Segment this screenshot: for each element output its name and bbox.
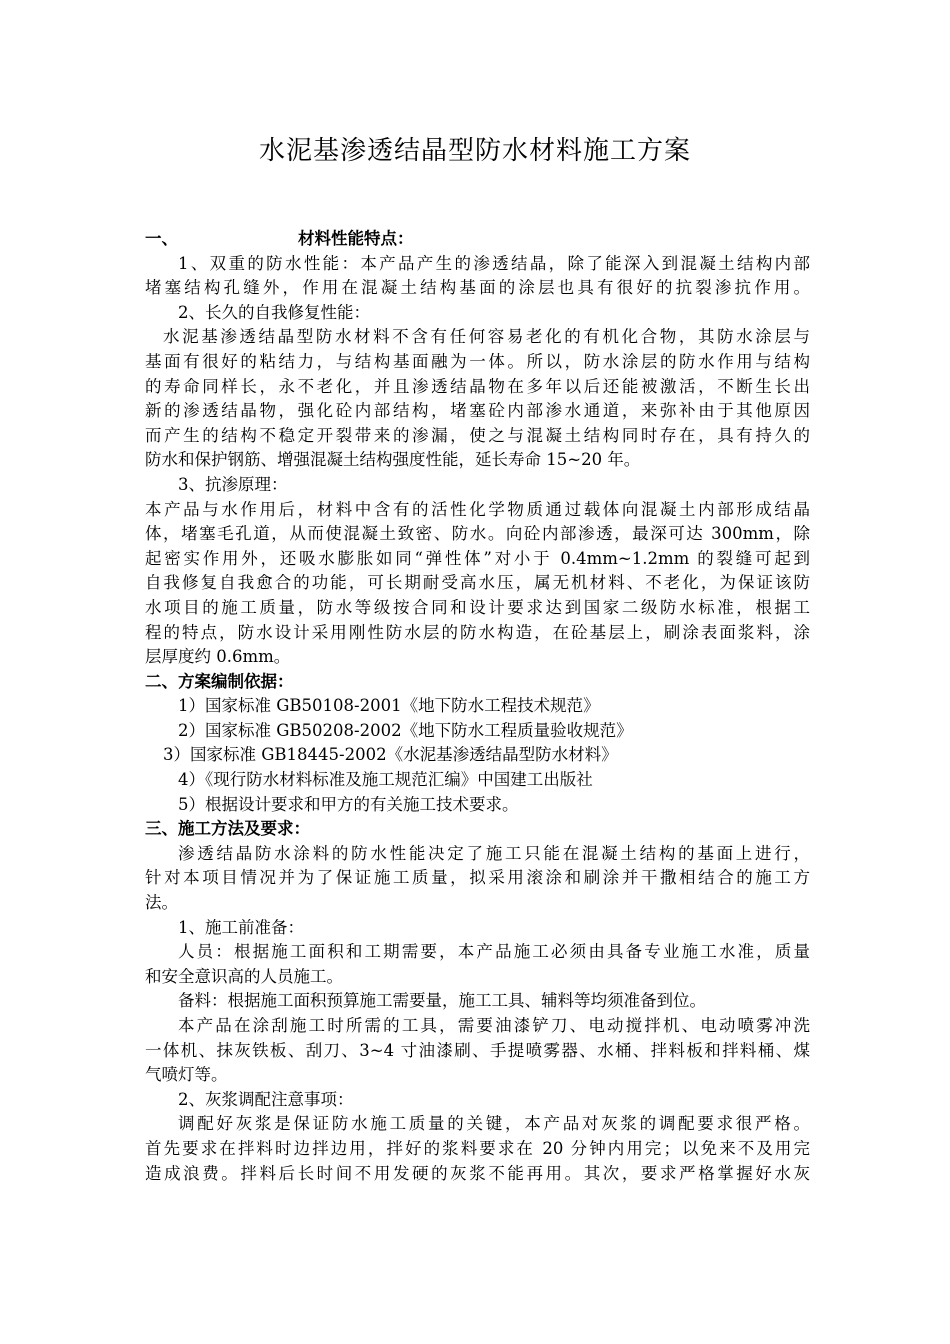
paragraph-line: 程的特点，防水设计采用刚性防水层的防水构造，在砼基层上，刷涂表面浆料，涂 [145,622,810,642]
paragraph-line: 水项目的施工质量，防水等级按合同和设计要求达到国家二级防水标准，根据工 [145,597,810,617]
paragraph-line: 首先要求在拌料时边拌边用，拌好的浆料要求在 20 分钟内用完；以免来不及用完 [145,1138,810,1158]
section-2-heading: 二、方案编制依据： [145,671,294,691]
subheading: 2、长久的自我修复性能： [178,302,370,322]
paragraph-line: 本产品与水作用后，材料中含有的活性化学物质通过载体向混凝土内部形成结晶 [145,499,810,519]
paragraph-line: 人员：根据施工面积和工期需要，本产品施工必须由具备专业施工水准，质量 [178,942,810,962]
paragraph-line: 和安全意识高的人员施工。 [145,966,343,986]
paragraph-line: 体，堵塞毛孔道，从而使混凝土致密、防水。向砼内部渗透，最深可达 300mm，除 [145,524,810,544]
section-1-number: 一、 [145,229,178,248]
section-1-heading [145,227,810,252]
section-1-title: 材料性能特点： [298,229,414,248]
paragraph-line: 防水和保护钢筋、增强混凝土结构强度性能，延长寿命 15~20 年。 [145,450,641,470]
paragraph-line: 本产品在涂刮施工时所需的工具，需要油漆铲刀、电动搅拌机、电动喷雾冲洗 [178,1016,810,1035]
paragraph-line: 而产生的结构不稳定开裂带来的渗漏，使之与混凝土结构同时存在，具有持久的 [145,425,810,445]
paragraph-line: 渗透结晶防水涂料的防水性能决定了施工只能在混凝土结构的基面上进行， [178,843,810,863]
paragraph-line: 新的渗透结晶物，强化砼内部结构，堵塞砼内部渗水通道，来弥补由于其他原因 [145,401,810,421]
paragraph-line: 调配好灰浆是保证防水施工质量的关键，本产品对灰浆的调配要求很严格。 [178,1114,810,1134]
list-item: 3）国家标准 GB18445-2002《水泥基渗透结晶型防水材料》 [163,745,618,765]
paragraph-line: 起密实作用外，还吸水膨胀如同“弹性体”对小于 0.4mm~1.2mm 的裂缝可起到 [145,548,810,568]
subheading: 1、施工前准备： [178,917,304,937]
paragraph-line: 水泥基渗透结晶型防水材料不含有任何容易老化的有机化合物，其防水涂层与 [163,327,810,347]
paragraph-line: 法。 [145,893,178,913]
paragraph-line: 自我修复自我愈合的功能，可长期耐受高水压，属无机材料、不老化，为保证该防 [145,573,810,593]
section-3-heading: 三、施工方法及要求： [145,819,310,839]
paragraph-line: 的寿命同样长，永不老化，并且渗透结晶物在多年以后还能被激活，不断生长出 [145,376,810,396]
list-item: 2）国家标准 GB50208-2002《地下防水工程质量验收规范》 [178,720,633,740]
paragraph-line: 堵塞结构孔缝外，作用在混凝土结构基面的涂层也具有很好的抗裂渗抗作用。 [145,278,810,298]
paragraph-line: 一体机、抹灰铁板、刮刀、3~4 寸油漆刷、手提喷雾器、水桶、拌料板和拌料桶、煤 [145,1040,810,1060]
paragraph-line: 备料：根据施工面积预算施工需要量，施工工具、辅料等均须准备到位。 [178,991,706,1011]
paragraph-line: 基面有很好的粘结力，与结构基面融为一体。所以，防水涂层的防水作用与结构 [145,351,810,371]
paragraph-line: 1、双重的防水性能：本产品产生的渗透结晶，除了能深入到混凝土结构内部 [178,253,810,273]
list-item: 1）国家标准 GB50108-2001《地下防水工程技术规范》 [178,696,600,716]
list-item: 5）根据设计要求和甲方的有关施工技术要求。 [178,794,519,814]
subheading: 3、抗渗原理： [178,474,288,494]
list-item: 4）《现行防水材料标准及施工规范汇编》中国建工出版社 [178,770,593,790]
paragraph-line: 层厚度约 0.6mm。 [145,647,291,667]
subheading: 2、灰浆调配注意事项： [178,1089,354,1109]
paragraph-line: 气喷灯等。 [145,1065,228,1085]
paragraph-line: 造成浪费。拌料后长时间不用发硬的灰浆不能再用。其次，要求严格掌握好水灰 [145,1163,810,1183]
document-body [145,227,810,1186]
paragraph-line: 针对本项目情况并为了保证施工质量，拟采用滚涂和刷涂并干撒相结合的施工方 [145,868,810,888]
document-title: 水泥基渗透结晶型防水材料施工方案 [258,136,691,166]
